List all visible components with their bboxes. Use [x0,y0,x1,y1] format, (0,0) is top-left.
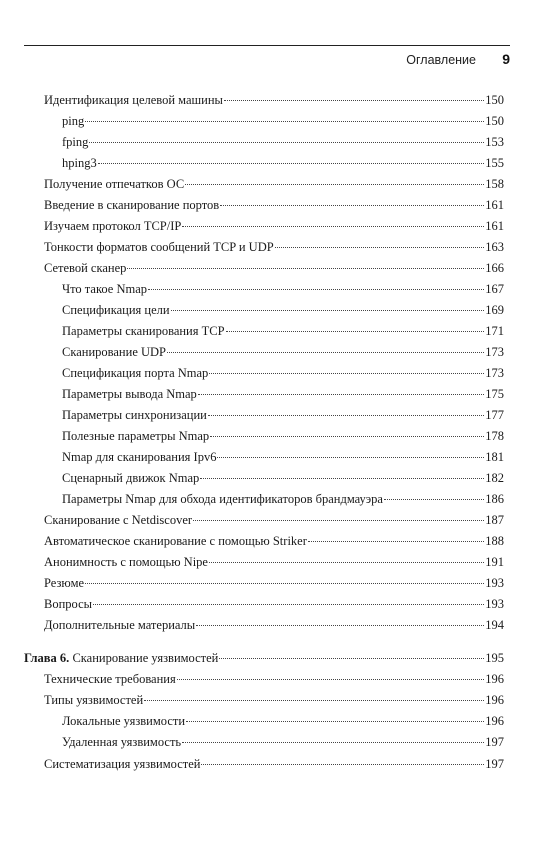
dot-leader [210,436,484,437]
toc-entry-title: Сканирование UDP [62,345,166,359]
toc-entry [44,554,504,570]
dot-leader [196,625,484,626]
toc-entry-title: Сетевой сканер [44,261,127,275]
toc-entry-title: Изучаем протокол TCP/IP [44,219,182,233]
toc-page-number: 197 [485,735,504,749]
toc-page-number: 163 [485,240,504,254]
toc-entry-title: Параметры синхронизации [62,408,207,422]
toc-page-number: 173 [485,345,504,359]
toc-page-number: 161 [485,198,504,212]
dot-leader [198,394,484,395]
toc-entry [44,197,504,213]
toc-entry [44,575,504,591]
dot-leader [384,499,484,500]
toc-chapter-entry [24,650,504,666]
toc-entry-title: Локальные уязвимости [62,714,186,728]
toc-entry-title: Что такое Nmap [62,282,148,296]
toc-entry [62,113,504,129]
toc-page-number: 166 [485,261,504,275]
toc-entry-title: Полезные параметры Nmap [62,429,210,443]
toc-entry-title: hping3 [62,156,97,170]
toc-entry [62,134,504,150]
toc-entry [62,734,504,750]
toc-page-number: 150 [485,114,504,128]
toc-page-number: 150 [485,93,504,107]
dot-leader [148,289,484,290]
toc-page-number: 197 [485,757,504,771]
dot-leader [182,742,484,743]
dot-leader [200,478,484,479]
toc-page-number: 187 [485,513,504,527]
dot-leader [185,184,484,185]
page-header [24,45,510,67]
toc-entry-title: Параметры вывода Nmap [62,387,197,401]
toc-page-number: 182 [485,471,504,485]
toc-entry-title: fping [62,135,89,149]
toc-entry-title: Типы уязвимостей [44,693,144,707]
toc-entry-title: Спецификация цели [62,303,170,317]
toc-page-number: 158 [485,177,504,191]
toc-entry [44,671,504,687]
toc-page-number: 196 [485,693,504,707]
toc-entry-title: Nmap для сканирования Ipv6 [62,450,217,464]
toc-page-number: 188 [485,534,504,548]
toc-entry [62,302,504,318]
toc-page-number: 173 [485,366,504,380]
dot-leader [208,415,484,416]
toc-entry-title: Резюме [44,576,85,590]
toc-page-number: 193 [485,597,504,611]
toc-entry [44,92,504,108]
toc-entry [44,756,504,772]
toc-page-number: 191 [485,555,504,569]
dot-leader [186,721,484,722]
dot-leader [177,679,485,680]
toc-entry [62,155,504,171]
toc-entry-title: Получение отпечатков ОС [44,177,185,191]
toc-entry [62,449,504,465]
toc-entry-title: Вопросы [44,597,93,611]
toc-entry [62,344,504,360]
toc-entry [44,692,504,708]
toc-entry [44,596,504,612]
dot-leader [275,247,485,248]
toc-entry-title: Тонкости форматов сообщений TCP и UDP [44,240,274,254]
dot-leader [219,658,484,659]
toc-entry-title: Анонимность с помощью Nipe [44,555,208,569]
toc-page-number: 193 [485,576,504,590]
dot-leader [201,764,484,765]
running-title: Оглавление [406,53,476,67]
dot-leader [182,226,484,227]
toc-entry-title: Спецификация порта Nmap [62,366,209,380]
toc-page-number: 196 [485,672,504,686]
toc-page-number: 194 [485,618,504,632]
dot-leader [93,604,484,605]
toc-entry-title: Дополнительные материалы [44,618,196,632]
dot-leader [171,310,485,311]
toc-entry-title: Введение в сканирование портов [44,198,220,212]
dot-leader [89,142,484,143]
toc-entry-title: Параметры Nmap для обхода идентификаторов брандмауэра [62,492,383,506]
toc-entry-title: Удаленная уязвимость [62,735,182,749]
toc-page-number: 153 [485,135,504,149]
toc-page-number: 181 [485,450,504,464]
toc-entry-title [24,650,218,666]
toc-entry [44,260,504,276]
toc-entry [44,218,504,234]
toc-entry-title: Технические требования [44,672,176,686]
toc-page-number: 177 [485,408,504,422]
dot-leader [209,373,484,374]
toc-entry [62,386,504,402]
toc-page-number: 171 [485,324,504,338]
page-number: 9 [502,51,510,67]
toc-entry [62,323,504,339]
toc-entry [62,281,504,297]
toc-entry-title: Сканирование с Netdiscover [44,513,193,527]
toc-page-number: 186 [485,492,504,506]
dot-leader [85,583,484,584]
toc-entry [44,617,504,633]
toc-page-number: 169 [485,303,504,317]
toc-page-number: 161 [485,219,504,233]
toc-entry [62,470,504,486]
toc-entry [44,512,504,528]
dot-leader [217,457,484,458]
dot-leader [167,352,484,353]
dot-leader [220,205,484,206]
toc-entry-title: Сценарный движок Nmap [62,471,200,485]
toc-page-number: 196 [485,714,504,728]
toc-entry [44,176,504,192]
toc-page-number: 178 [485,429,504,443]
toc-entry-title: Идентификация целевой машины [44,93,223,107]
dot-leader [226,331,485,332]
dot-leader [85,121,484,122]
dot-leader [308,541,484,542]
toc-entry [62,428,504,444]
toc-entry [62,365,504,381]
toc-page-number: 155 [485,156,504,170]
dot-leader [127,268,484,269]
dot-leader [98,163,485,164]
toc-page-number: 195 [485,651,504,665]
toc-entry-title: Автоматическое сканирование с помощью Striker [44,534,307,548]
dot-leader [144,700,484,701]
toc-entry [44,239,504,255]
toc-entry [62,713,504,729]
dot-leader [193,520,484,521]
toc-entry [62,407,504,423]
toc-entry-title: Систематизация уязвимостей [44,757,201,771]
toc-entry [62,491,504,507]
toc-page-number: 175 [485,387,504,401]
dot-leader [224,100,484,101]
dot-leader [209,562,484,563]
toc-entry-title: Параметры сканирования TCP [62,324,225,338]
chapter-label: Глава 6. [24,651,70,665]
toc-entry [44,533,504,549]
toc-entry-title: ping [62,114,85,128]
toc-page-number: 167 [485,282,504,296]
chapter-title: Сканирование уязвимостей [72,651,219,665]
